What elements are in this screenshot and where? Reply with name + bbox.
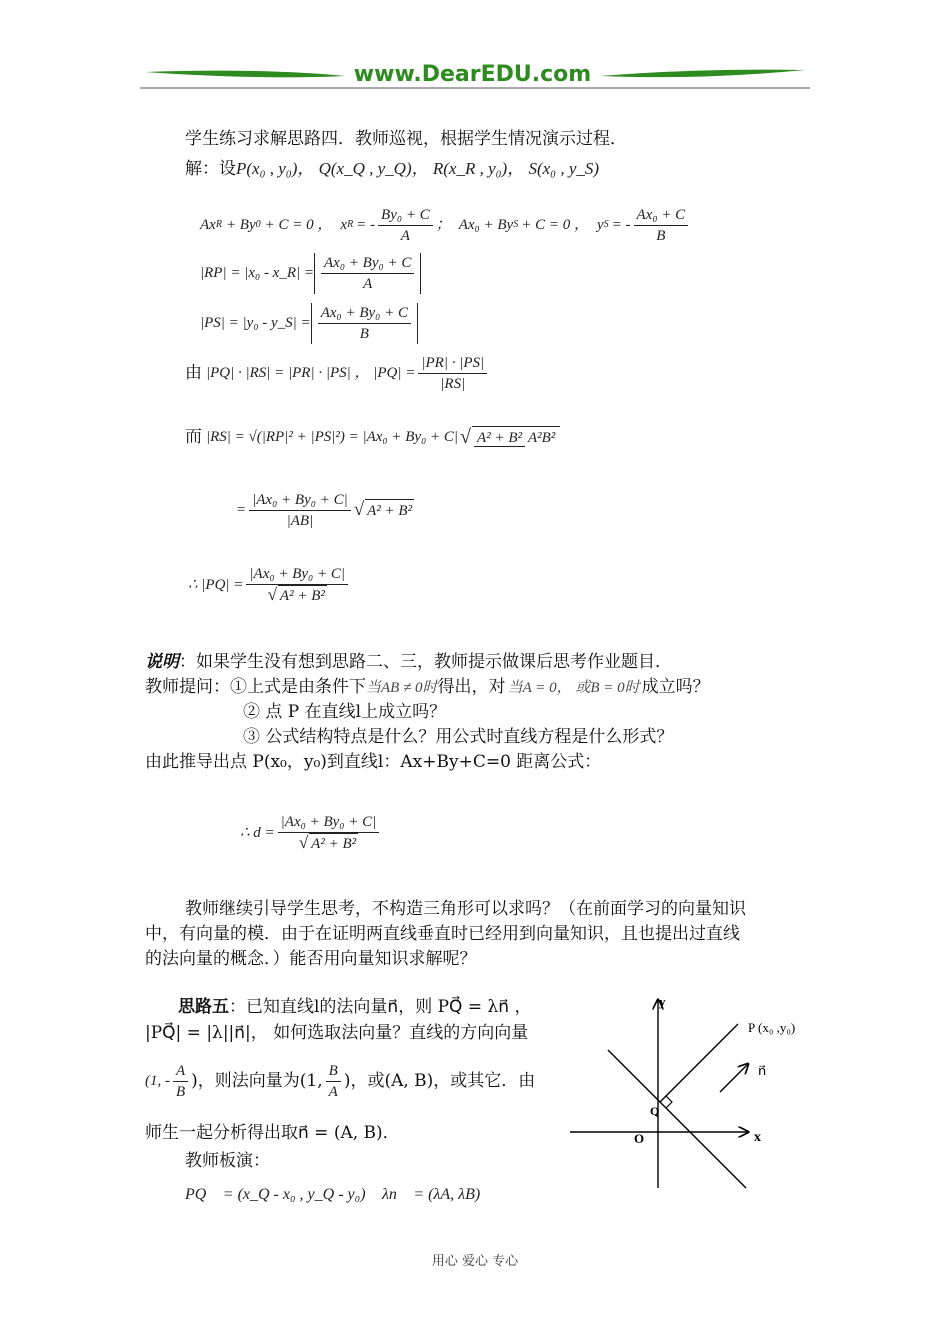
idea-five-line-4: 师生一起分析得出取n⃗ = (A, B)． [145, 1123, 400, 1143]
question-1: 教师提问：①上式是由条件下当AB ≠ 0时得出，对 当A = 0， 或B = 0时 成立吗？ [145, 677, 710, 697]
note: 说明：如果学生没有想到思路二、三，教师提示做课后思考作业题目． [145, 652, 672, 672]
x-label: x [754, 1130, 761, 1145]
paragraph-line-1: 教师继续引导学生思考，不构造三角形可以求吗？（在前面学习的向量知识 [185, 899, 746, 919]
idea-five-line-1: 思路五：已知直线l的法向量n⃗，则 PQ⃗ = λn⃗ ， [178, 997, 532, 1017]
line-l [608, 1050, 746, 1188]
paragraph-line-3: 的法向量的概念．）能否用向量知识求解呢？ [145, 949, 477, 969]
idea-five-line-2: |PQ⃗| = |λ||n⃗|， 如何选取法向量？直线的方向向量 [145, 1023, 529, 1043]
normal-vector [720, 1064, 748, 1092]
p-label: P (x₀ ,y₀) [748, 1020, 796, 1035]
equation-rp: |RP| = |x₀ - x_R| = $\frac{\text{Ax₀ + By₀ + C}}{A}$ [200, 250, 421, 296]
right-angle-mark [666, 1096, 672, 1108]
idea-five-line-3: (1, - $\frac{A}{B}$ )，则法向量为(1, $\frac{B}{A}$ )，或(A, B)，或其它．由 [145, 1062, 536, 1100]
y-label: y [659, 994, 666, 1009]
equation-1: Ax R + By 0 + C = 0 ， x R = - $\frac{\text{By₀ + C}}{A}$ ； Ax₀ + By S + C = 0 ， y S = - $\frac{\text{Ax₀ + C}}{B}$ [200, 200, 691, 250]
equation-distance: ∴ d = $\frac{\text{|Ax₀ + By₀ + C|}}{\text{√ A² + B²}}$ [240, 808, 382, 858]
para-practice: 学生练习求解思路四．教师巡视，根据学生情况演示过程． [185, 129, 627, 149]
question-2: ② 点 P 在直线l上成立吗？ [243, 702, 447, 722]
origin-label: O [634, 1131, 645, 1146]
equation-pq-ratio: 由 |PQ| · |RS| = |PR| · |PS| ， |PQ| = $\frac{|PR| \cdot |PS|}{|RS|}$ [185, 350, 490, 396]
footer: 用心 爱心 专心 [431, 1254, 519, 1269]
n-label: n⃗ [758, 1063, 767, 1078]
paragraph-line-2: 中，有向量的模．由于在证明两直线垂直时已经用到向量知识，且也提出过直线 [145, 924, 740, 944]
board-equation: PQ⃗ = (x_Q - x₀ , y_Q - y₀)， λn⃗ = (λA, λB) [185, 1186, 481, 1203]
header-logo[interactable]: www.DearEDU.com [353, 62, 592, 87]
equation-rs: 而 |RS| = √(|RP|² + |PS|²) = |Ax₀ + By₀ + C| √ A² + B² A²B² [185, 412, 563, 462]
coordinate-diagram [568, 992, 808, 1192]
solution-setup: 解：设P(x₀ , y₀)， Q(x_Q , y_Q)， R(x_R , y₀)， S(x₀ , y_S) [185, 159, 600, 179]
board-label: 教师板演： [185, 1151, 270, 1171]
derive-line: 由此推导出点 P(x₀，y₀)到直线l：Ax+By+C=0 距离公式： [145, 752, 602, 772]
equation-pq-result: ∴ |PQ| = $\frac{\text{|Ax₀ + By₀ + C|}}{\text{√ A² + B²}}$ [188, 560, 351, 610]
question-3: ③ 公式结构特点是什么？用公式时直线方程是什么形式？ [243, 727, 674, 747]
q-label: Q [650, 1104, 660, 1118]
equation-ps: |PS| = |y₀ - y_S| = $\frac{\text{Ax₀ + By₀ + C}}{B}$ [200, 300, 418, 346]
perpendicular-pq [660, 1024, 738, 1102]
equation-rs-simplified: = $\frac{\text{|Ax₀ + By₀ + C|}}{|AB|}$ √ A² + B² [236, 491, 413, 529]
header-banner [140, 60, 810, 92]
